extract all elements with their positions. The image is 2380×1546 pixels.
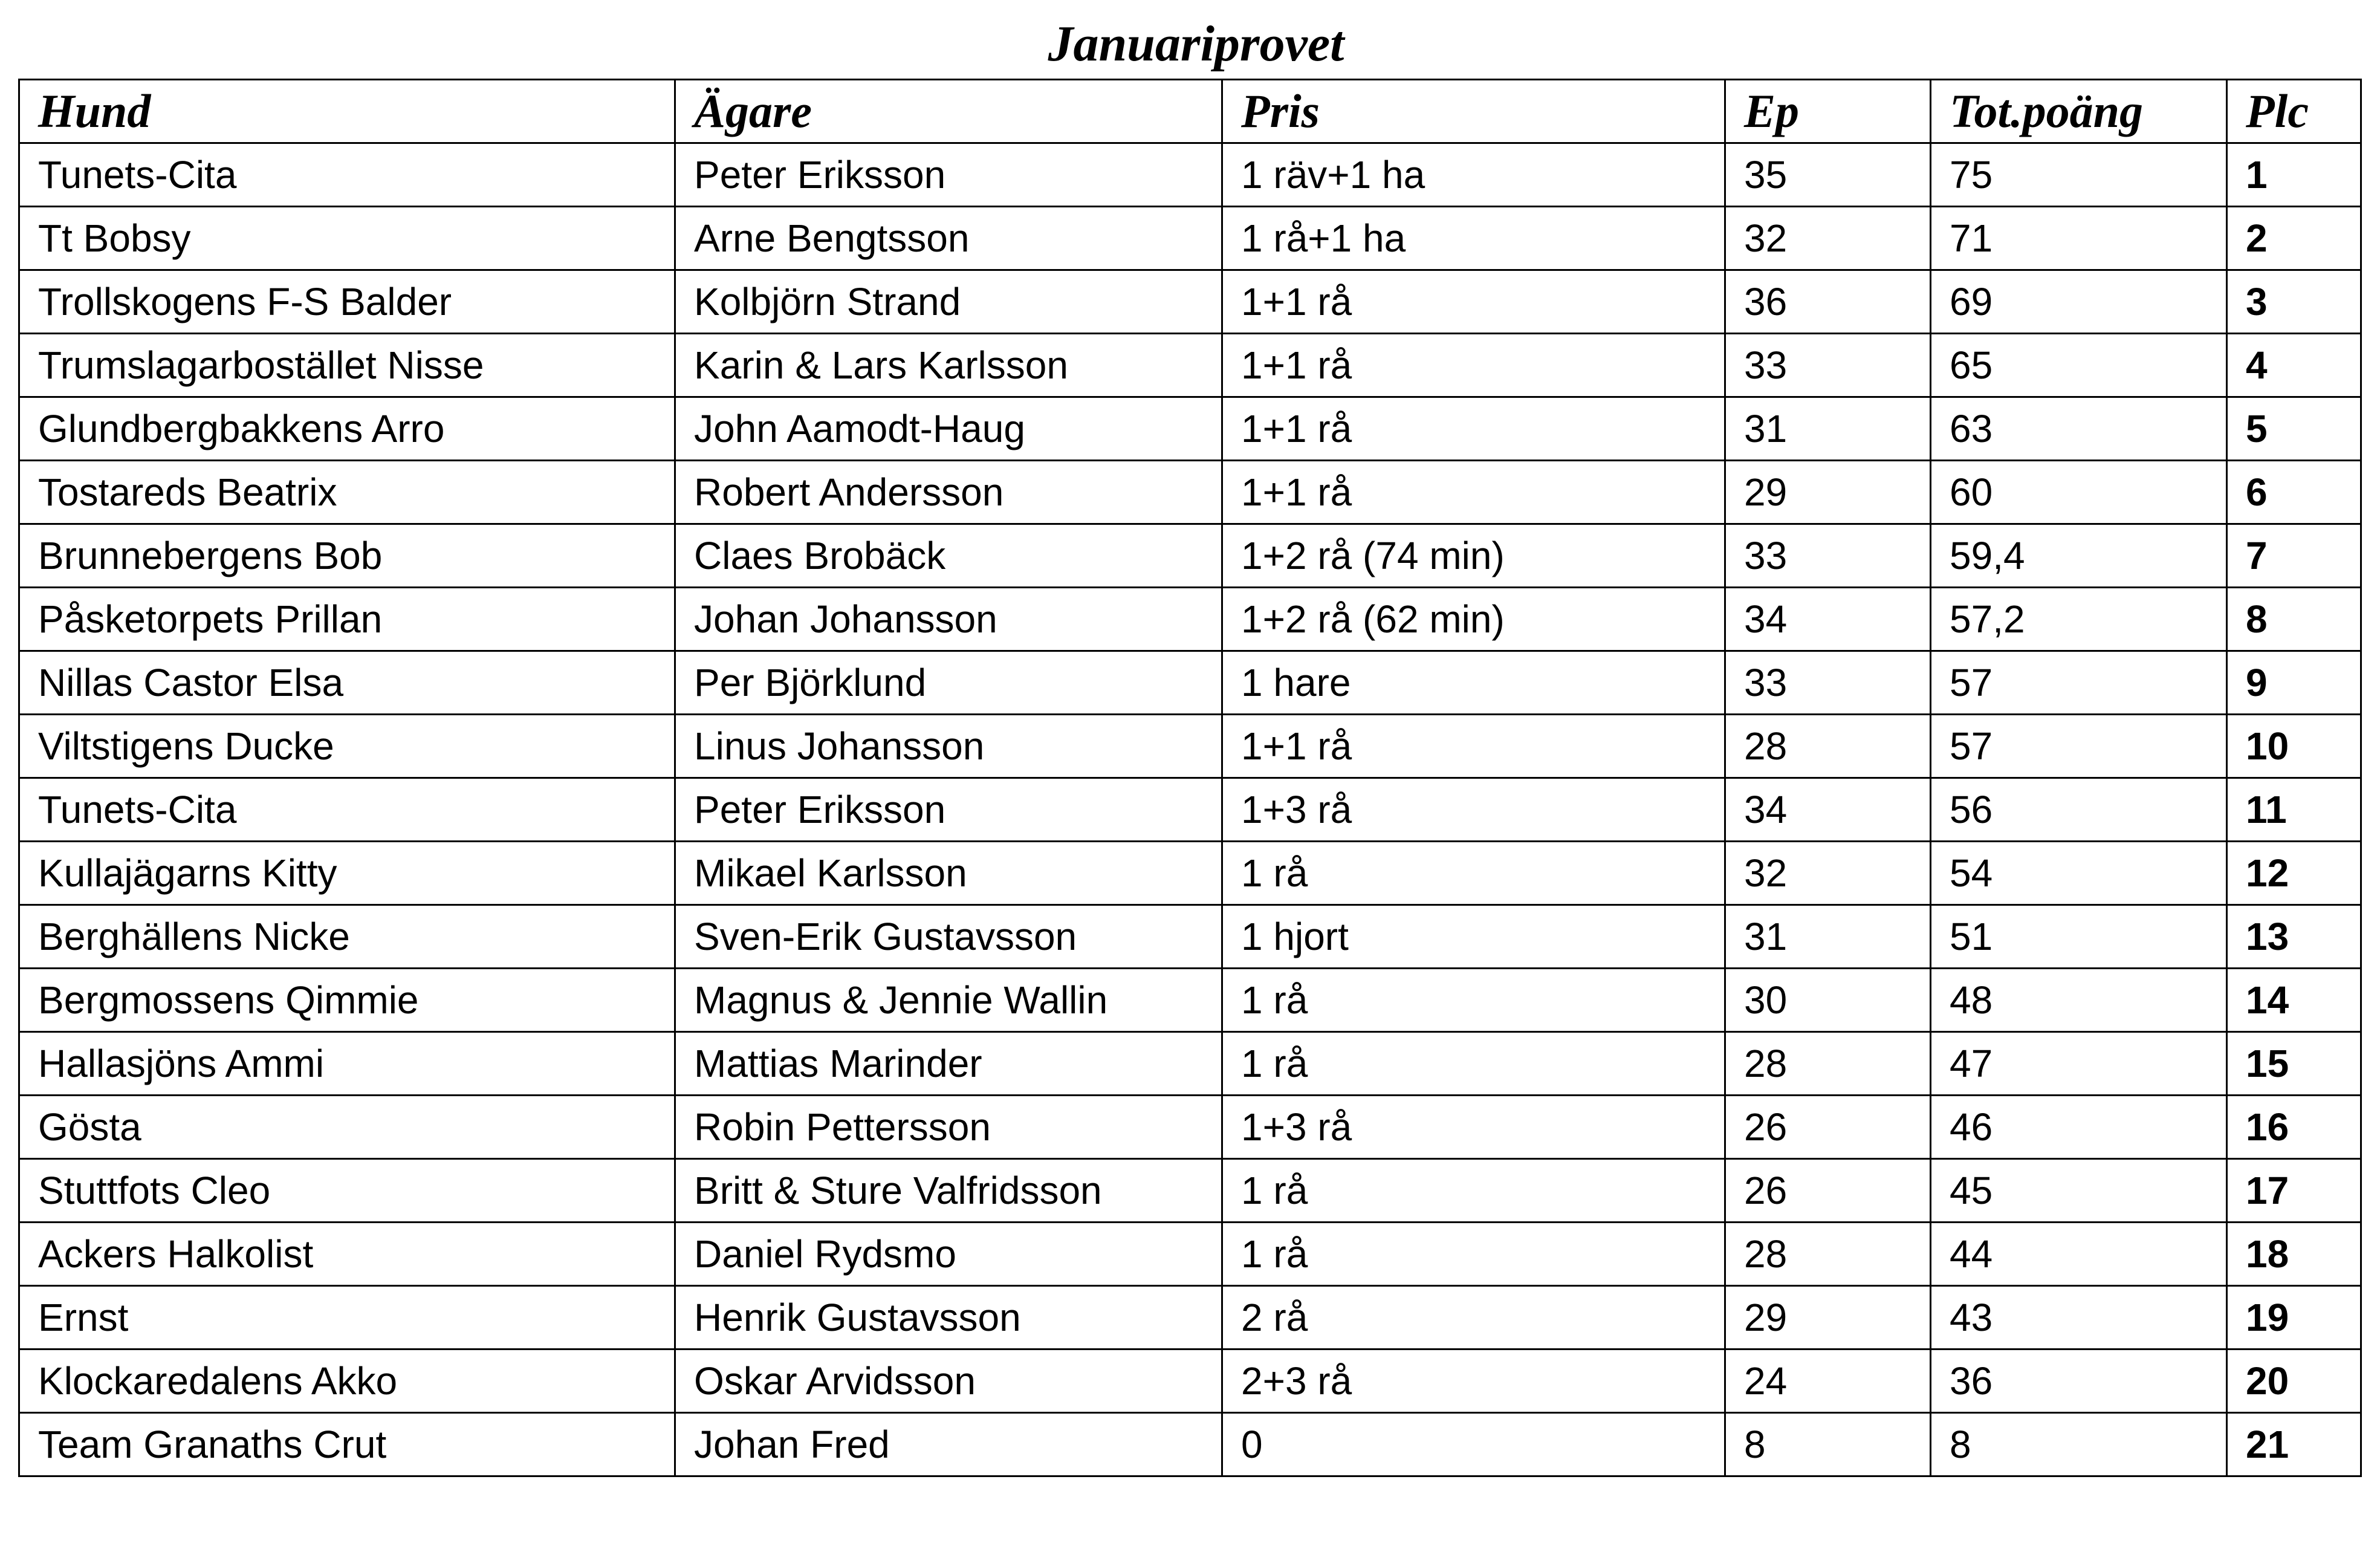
agare-cell: Mikael Karlsson — [675, 842, 1222, 905]
plc-cell: 3 — [2227, 270, 2361, 334]
pris-cell: 1+1 rå — [1222, 461, 1725, 524]
agare-cell: Linus Johansson — [675, 715, 1222, 778]
agare-cell: Sven-Erik Gustavsson — [675, 905, 1222, 969]
table-row — [19, 1413, 2361, 1476]
tot-cell: 57 — [1931, 715, 2227, 778]
tot-cell: 43 — [1931, 1286, 2227, 1350]
hund-cell: Klockaredalens Akko — [19, 1350, 675, 1413]
ep-cell: 32 — [1725, 207, 1931, 270]
pris-cell: 1+3 rå — [1222, 778, 1725, 842]
tot-cell: 47 — [1931, 1032, 2227, 1096]
pris-cell: 1+1 rå — [1222, 715, 1725, 778]
header-row — [19, 80, 2361, 143]
tot-cell: 60 — [1931, 461, 2227, 524]
agare-cell: Robin Pettersson — [675, 1096, 1222, 1159]
plc-cell: 21 — [2227, 1413, 2361, 1476]
hund-cell: Viltstigens Ducke — [19, 715, 675, 778]
ep-cell: 35 — [1725, 143, 1931, 207]
ep-cell: 36 — [1725, 270, 1931, 334]
hund-cell: Tunets-Cita — [19, 143, 675, 207]
ep-cell: 26 — [1725, 1159, 1931, 1223]
agare-cell: Johan Fred — [675, 1413, 1222, 1476]
tot-cell: 57,2 — [1931, 588, 2227, 651]
tot-cell: 44 — [1931, 1223, 2227, 1286]
pris-cell: 1+3 rå — [1222, 1096, 1725, 1159]
pris-cell: 2+3 rå — [1222, 1350, 1725, 1413]
ep-cell: 30 — [1725, 969, 1931, 1032]
agare-cell: Henrik Gustavsson — [675, 1286, 1222, 1350]
plc-cell: 20 — [2227, 1350, 2361, 1413]
pris-cell: 1 rå — [1222, 1223, 1725, 1286]
hund-cell: Tunets-Cita — [19, 778, 675, 842]
plc-cell: 6 — [2227, 461, 2361, 524]
table-row — [19, 1286, 2361, 1350]
tot-cell: 65 — [1931, 334, 2227, 397]
table-row — [19, 715, 2361, 778]
agare-cell: Kolbjörn Strand — [675, 270, 1222, 334]
agare-cell: Peter Eriksson — [675, 778, 1222, 842]
ep-cell: 29 — [1725, 461, 1931, 524]
hund-cell: Stuttfots Cleo — [19, 1159, 675, 1223]
table-row — [19, 1223, 2361, 1286]
column-header-tot: Tot.poäng — [1931, 80, 2227, 143]
plc-cell: 19 — [2227, 1286, 2361, 1350]
column-header-plc: Plc — [2227, 80, 2361, 143]
plc-cell: 17 — [2227, 1159, 2361, 1223]
hund-cell: Hallasjöns Ammi — [19, 1032, 675, 1096]
table-row — [19, 1350, 2361, 1413]
hund-cell: Trumslagarbostället Nisse — [19, 334, 675, 397]
hund-cell: Gösta — [19, 1096, 675, 1159]
table-row — [19, 397, 2361, 461]
agare-cell: John Aamodt-Haug — [675, 397, 1222, 461]
hund-cell: Team Granaths Crut — [19, 1413, 675, 1476]
agare-cell: Daniel Rydsmo — [675, 1223, 1222, 1286]
hund-cell: Påsketorpets Prillan — [19, 588, 675, 651]
ep-cell: 33 — [1725, 651, 1931, 715]
pris-cell: 1 hjort — [1222, 905, 1725, 969]
pris-cell: 1 rå — [1222, 842, 1725, 905]
tot-cell: 56 — [1931, 778, 2227, 842]
tot-cell: 45 — [1931, 1159, 2227, 1223]
ep-cell: 28 — [1725, 1032, 1931, 1096]
pris-cell: 1+1 rå — [1222, 397, 1725, 461]
hund-cell: Bergmossens Qimmie — [19, 969, 675, 1032]
table-row — [19, 1096, 2361, 1159]
table-row — [19, 143, 2361, 207]
hund-cell: Tt Bobsy — [19, 207, 675, 270]
agare-cell: Johan Johansson — [675, 588, 1222, 651]
table-row — [19, 461, 2361, 524]
table-row — [19, 207, 2361, 270]
plc-cell: 2 — [2227, 207, 2361, 270]
table-row — [19, 1159, 2361, 1223]
tot-cell: 75 — [1931, 143, 2227, 207]
agare-cell: Arne Bengtsson — [675, 207, 1222, 270]
results-table — [18, 79, 2362, 1477]
plc-cell: 16 — [2227, 1096, 2361, 1159]
table-row — [19, 969, 2361, 1032]
pris-cell: 1 hare — [1222, 651, 1725, 715]
hund-cell: Brunnebergens Bob — [19, 524, 675, 588]
plc-cell: 4 — [2227, 334, 2361, 397]
pris-cell: 1+1 rå — [1222, 334, 1725, 397]
agare-cell: Mattias Marinder — [675, 1032, 1222, 1096]
agare-cell: Peter Eriksson — [675, 143, 1222, 207]
hund-cell: Trollskogens F-S Balder — [19, 270, 675, 334]
pris-cell: 0 — [1222, 1413, 1725, 1476]
plc-cell: 1 — [2227, 143, 2361, 207]
pris-cell: 1 rå — [1222, 1032, 1725, 1096]
column-header-pris: Pris — [1222, 80, 1725, 143]
ep-cell: 34 — [1725, 588, 1931, 651]
table-row — [19, 778, 2361, 842]
plc-cell: 5 — [2227, 397, 2361, 461]
pris-cell: 1 rå — [1222, 1159, 1725, 1223]
hund-cell: Ackers Halkolist — [19, 1223, 675, 1286]
ep-cell: 24 — [1725, 1350, 1931, 1413]
ep-cell: 33 — [1725, 334, 1931, 397]
agare-cell: Britt & Sture Valfridsson — [675, 1159, 1222, 1223]
plc-cell: 14 — [2227, 969, 2361, 1032]
hund-cell: Glundbergbakkens Arro — [19, 397, 675, 461]
plc-cell: 8 — [2227, 588, 2361, 651]
tot-cell: 54 — [1931, 842, 2227, 905]
tot-cell: 46 — [1931, 1096, 2227, 1159]
ep-cell: 8 — [1725, 1413, 1931, 1476]
table-row — [19, 651, 2361, 715]
ep-cell: 32 — [1725, 842, 1931, 905]
page-title: Januariprovet — [1048, 16, 1344, 72]
agare-cell: Per Björklund — [675, 651, 1222, 715]
hund-cell: Tostareds Beatrix — [19, 461, 675, 524]
agare-cell: Oskar Arvidsson — [675, 1350, 1222, 1413]
table-row — [19, 905, 2361, 969]
tot-cell: 69 — [1931, 270, 2227, 334]
pris-cell: 1+1 rå — [1222, 270, 1725, 334]
table-row — [19, 842, 2361, 905]
agare-cell: Claes Brobäck — [675, 524, 1222, 588]
ep-cell: 31 — [1725, 905, 1931, 969]
hund-cell: Nillas Castor Elsa — [19, 651, 675, 715]
plc-cell: 18 — [2227, 1223, 2361, 1286]
tot-cell: 57 — [1931, 651, 2227, 715]
column-header-ep: Ep — [1725, 80, 1931, 143]
plc-cell: 9 — [2227, 651, 2361, 715]
ep-cell: 33 — [1725, 524, 1931, 588]
ep-cell: 34 — [1725, 778, 1931, 842]
table-row — [19, 588, 2361, 651]
tot-cell: 51 — [1931, 905, 2227, 969]
pris-cell: 1 rå+1 ha — [1222, 207, 1725, 270]
tot-cell: 36 — [1931, 1350, 2227, 1413]
agare-cell: Karin & Lars Karlsson — [675, 334, 1222, 397]
tot-cell: 8 — [1931, 1413, 2227, 1476]
column-header-agare: Ägare — [675, 80, 1222, 143]
table-row — [19, 270, 2361, 334]
ep-cell: 29 — [1725, 1286, 1931, 1350]
plc-cell: 12 — [2227, 842, 2361, 905]
pris-cell: 1 rå — [1222, 969, 1725, 1032]
pris-cell: 1+2 rå (74 min) — [1222, 524, 1725, 588]
ep-cell: 26 — [1725, 1096, 1931, 1159]
plc-cell: 10 — [2227, 715, 2361, 778]
ep-cell: 31 — [1725, 397, 1931, 461]
tot-cell: 63 — [1931, 397, 2227, 461]
plc-cell: 15 — [2227, 1032, 2361, 1096]
hund-cell: Kullajägarns Kitty — [19, 842, 675, 905]
ep-cell: 28 — [1725, 1223, 1931, 1286]
ep-cell: 28 — [1725, 715, 1931, 778]
table-row — [19, 1032, 2361, 1096]
hund-cell: Berghällens Nicke — [19, 905, 675, 969]
tot-cell: 48 — [1931, 969, 2227, 1032]
tot-cell: 71 — [1931, 207, 2227, 270]
plc-cell: 13 — [2227, 905, 2361, 969]
agare-cell: Robert Andersson — [675, 461, 1222, 524]
hund-cell: Ernst — [19, 1286, 675, 1350]
pris-cell: 2 rå — [1222, 1286, 1725, 1350]
plc-cell: 11 — [2227, 778, 2361, 842]
table-row — [19, 524, 2361, 588]
column-header-hund: Hund — [19, 80, 675, 143]
pris-cell: 1+2 rå (62 min) — [1222, 588, 1725, 651]
plc-cell: 7 — [2227, 524, 2361, 588]
agare-cell: Magnus & Jennie Wallin — [675, 969, 1222, 1032]
table-row — [19, 334, 2361, 397]
pris-cell: 1 räv+1 ha — [1222, 143, 1725, 207]
tot-cell: 59,4 — [1931, 524, 2227, 588]
